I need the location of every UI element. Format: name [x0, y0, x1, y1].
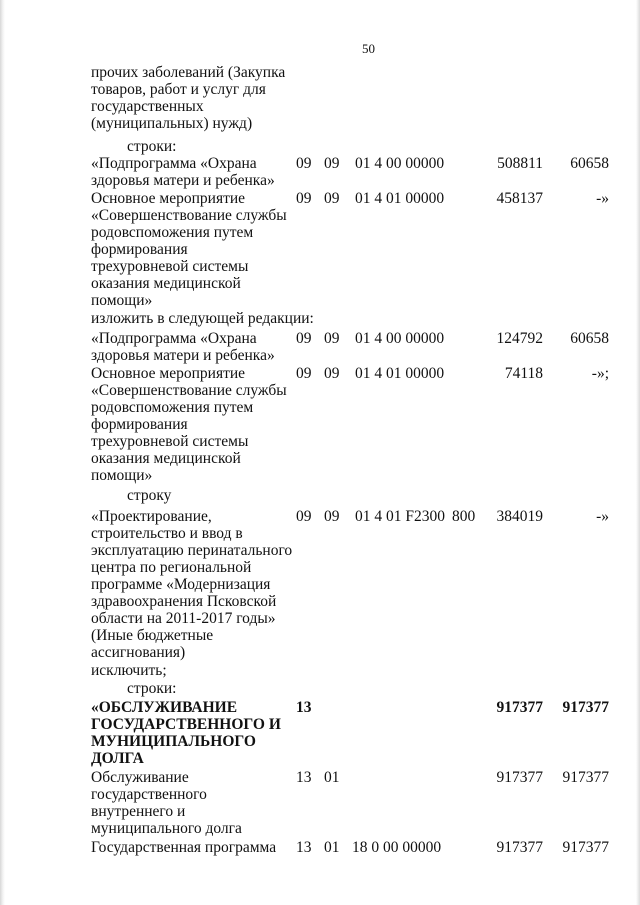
row-description: государственного [91, 786, 207, 803]
row-subsection: 09 [324, 330, 340, 347]
row-target-code: 01 4 00 00000 [355, 155, 445, 172]
row-description: центра по региональной [91, 559, 252, 576]
row-description: «Совершенствование службы [91, 382, 287, 399]
row-description: ДОЛГА [91, 750, 144, 767]
row-amount: 458137 [496, 190, 543, 207]
row-subsection: 09 [324, 190, 340, 207]
instruction-edit: изложить в следующей редакции: [91, 310, 314, 327]
row-description: формирования [91, 241, 188, 258]
row-description: «ОБСЛУЖИВАНИЕ [91, 699, 238, 716]
row-description: ассигнования) [91, 644, 186, 661]
row-target-code: 01 4 01 00000 [355, 365, 445, 382]
row-amount: 917377 [496, 769, 543, 786]
row-subsection: 01 [324, 769, 340, 786]
row-description: трехуровневой системы [91, 433, 249, 450]
scan-edge-left [0, 0, 5, 905]
intro-line: государственных [91, 98, 204, 115]
row-section: 09 [296, 508, 312, 525]
row-description: оказания медицинской [91, 275, 241, 292]
row-description: помощи» [91, 292, 153, 309]
row-amount-2: 60658 [570, 155, 609, 172]
row-subsection: 09 [324, 508, 340, 525]
row-description: Основное мероприятие [91, 365, 246, 382]
row-description: внутреннего и [91, 803, 186, 820]
row-target-code: 01 4 01 F2300 [355, 508, 445, 525]
row-amount: 74118 [504, 365, 543, 382]
row-expense-type: 800 [452, 508, 476, 525]
row-description: «Проектирование, [91, 508, 212, 525]
row-description: эксплуатацию перинатального [91, 542, 293, 559]
row-amount-2: 917377 [562, 839, 609, 856]
row-description: родовспоможения путем [91, 399, 254, 416]
row-section: 13 [296, 839, 312, 856]
page-number: 50 [362, 41, 375, 56]
row-description: формирования [91, 416, 188, 433]
row-description: «Подпрограмма «Охрана [91, 330, 257, 347]
row-description: здравоохранения Псковской [91, 593, 277, 610]
row-description: здоровья матери и ребенка» [91, 172, 275, 189]
row-target-code: 01 4 01 00000 [355, 190, 445, 207]
row-section: 09 [296, 190, 312, 207]
row-amount-2: 917377 [562, 699, 609, 716]
row-description: муниципального долга [91, 820, 242, 837]
row-description: «Совершенствование службы [91, 207, 287, 224]
scan-edge-right [636, 0, 640, 905]
row-section: 09 [296, 155, 312, 172]
row-amount-2: 60658 [570, 330, 609, 347]
row-description: программе «Модернизация [91, 576, 271, 593]
instruction-rows: строки: [127, 680, 177, 697]
row-amount-2: -» [596, 190, 609, 207]
row-description: ГОСУДАРСТВЕННОГО И [91, 716, 281, 733]
instruction-row: строку [127, 487, 172, 504]
row-subsection: 09 [324, 365, 340, 382]
row-description: трехуровневой системы [91, 258, 249, 275]
row-amount: 917377 [496, 839, 543, 856]
intro-line: прочих заболеваний (Закупка [91, 64, 286, 81]
row-amount-2: -»; [591, 365, 609, 382]
row-subsection: 09 [324, 155, 340, 172]
row-description: родовспоможения путем [91, 224, 254, 241]
row-section: 13 [296, 769, 312, 786]
row-description: Основное мероприятие [91, 190, 246, 207]
row-description: области на 2011-2017 годы» [91, 610, 276, 627]
instruction-rows: строки: [127, 138, 177, 155]
row-section: 09 [296, 330, 312, 347]
row-target-code: 18 0 00 00000 [352, 839, 442, 856]
row-description: Обслуживание [91, 769, 189, 786]
row-description: «Подпрограмма «Охрана [91, 155, 257, 172]
intro-line: (муниципальных) нужд) [91, 115, 253, 132]
row-subsection: 01 [324, 839, 340, 856]
row-amount: 508811 [497, 155, 543, 172]
row-description: строительство и ввод в [91, 525, 243, 542]
row-amount: 124792 [496, 330, 543, 347]
row-target-code: 01 4 00 00000 [355, 330, 445, 347]
row-description: оказания медицинской [91, 450, 241, 467]
row-amount: 917377 [496, 699, 543, 716]
row-description: Государственная программа [91, 839, 277, 856]
row-description: помощи» [91, 467, 153, 484]
row-section: 13 [296, 699, 312, 716]
intro-line: товаров, работ и услуг для [91, 81, 266, 98]
row-amount-2: -» [596, 508, 609, 525]
row-description: здоровья матери и ребенка» [91, 347, 275, 364]
row-amount: 384019 [496, 508, 543, 525]
instruction-exclude: исключить; [91, 662, 167, 679]
row-description: (Иные бюджетные [91, 627, 214, 644]
row-amount-2: 917377 [562, 769, 609, 786]
row-section: 09 [296, 365, 312, 382]
row-description: МУНИЦИПАЛЬНОГО [91, 733, 256, 750]
